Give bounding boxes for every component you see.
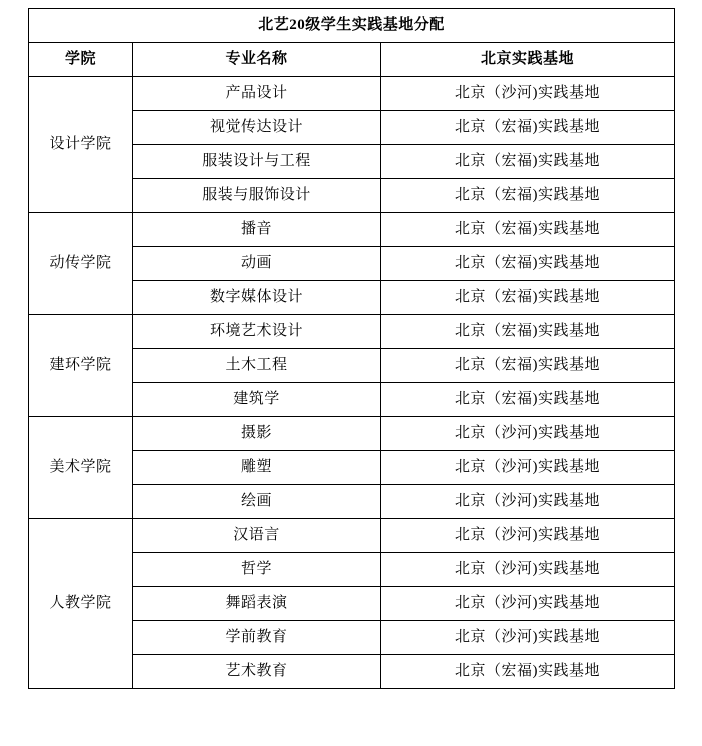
major-name-cell: 建筑学 bbox=[133, 383, 381, 417]
practice-base-cell: 北京（沙河)实践基地 bbox=[381, 485, 675, 519]
table-row bbox=[29, 77, 675, 111]
major-name-cell: 艺术教育 bbox=[133, 655, 381, 689]
practice-base-allocation-table bbox=[28, 8, 675, 689]
practice-base-cell: 北京（沙河)实践基地 bbox=[381, 553, 675, 587]
college-name-cell: 动传学院 bbox=[29, 213, 133, 315]
major-name-cell: 绘画 bbox=[133, 485, 381, 519]
major-name-cell: 服装设计与工程 bbox=[133, 145, 381, 179]
table-row bbox=[29, 519, 675, 553]
column-header-college: 学院 bbox=[29, 43, 133, 77]
practice-base-cell: 北京（沙河)实践基地 bbox=[381, 77, 675, 111]
practice-base-cell: 北京（宏福)实践基地 bbox=[381, 179, 675, 213]
major-name-cell: 学前教育 bbox=[133, 621, 381, 655]
practice-base-cell: 北京（宏福)实践基地 bbox=[381, 213, 675, 247]
major-name-cell: 服装与服饰设计 bbox=[133, 179, 381, 213]
major-name-cell: 数字媒体设计 bbox=[133, 281, 381, 315]
table-row bbox=[29, 417, 675, 451]
document-title: 北艺20级学生实践基地分配 bbox=[29, 9, 675, 43]
practice-base-cell: 北京（沙河)实践基地 bbox=[381, 417, 675, 451]
practice-base-cell: 北京（宏福)实践基地 bbox=[381, 111, 675, 145]
major-name-cell: 环境艺术设计 bbox=[133, 315, 381, 349]
practice-base-cell: 北京（沙河)实践基地 bbox=[381, 519, 675, 553]
practice-base-cell: 北京（宏福)实践基地 bbox=[381, 247, 675, 281]
practice-base-cell: 北京（宏福)实践基地 bbox=[381, 281, 675, 315]
practice-base-cell: 北京（宏福)实践基地 bbox=[381, 145, 675, 179]
practice-base-cell: 北京（沙河)实践基地 bbox=[381, 587, 675, 621]
table-row bbox=[29, 315, 675, 349]
table-row bbox=[29, 213, 675, 247]
column-header-base: 北京实践基地 bbox=[381, 43, 675, 77]
major-name-cell: 舞蹈表演 bbox=[133, 587, 381, 621]
table-title-row bbox=[29, 9, 675, 43]
practice-base-cell: 北京（沙河)实践基地 bbox=[381, 621, 675, 655]
college-name-cell: 美术学院 bbox=[29, 417, 133, 519]
practice-base-cell: 北京（宏福)实践基地 bbox=[381, 349, 675, 383]
major-name-cell: 土木工程 bbox=[133, 349, 381, 383]
major-name-cell: 动画 bbox=[133, 247, 381, 281]
major-name-cell: 汉语言 bbox=[133, 519, 381, 553]
practice-base-cell: 北京（宏福)实践基地 bbox=[381, 315, 675, 349]
major-name-cell: 播音 bbox=[133, 213, 381, 247]
college-name-cell: 建环学院 bbox=[29, 315, 133, 417]
college-name-cell: 设计学院 bbox=[29, 77, 133, 213]
major-name-cell: 视觉传达设计 bbox=[133, 111, 381, 145]
major-name-cell: 产品设计 bbox=[133, 77, 381, 111]
practice-base-cell: 北京（宏福)实践基地 bbox=[381, 655, 675, 689]
major-name-cell: 雕塑 bbox=[133, 451, 381, 485]
practice-base-cell: 北京（沙河)实践基地 bbox=[381, 451, 675, 485]
major-name-cell: 哲学 bbox=[133, 553, 381, 587]
major-name-cell: 摄影 bbox=[133, 417, 381, 451]
college-name-cell: 人教学院 bbox=[29, 519, 133, 689]
table-header-row bbox=[29, 43, 675, 77]
practice-base-cell: 北京（宏福)实践基地 bbox=[381, 383, 675, 417]
column-header-major: 专业名称 bbox=[133, 43, 381, 77]
